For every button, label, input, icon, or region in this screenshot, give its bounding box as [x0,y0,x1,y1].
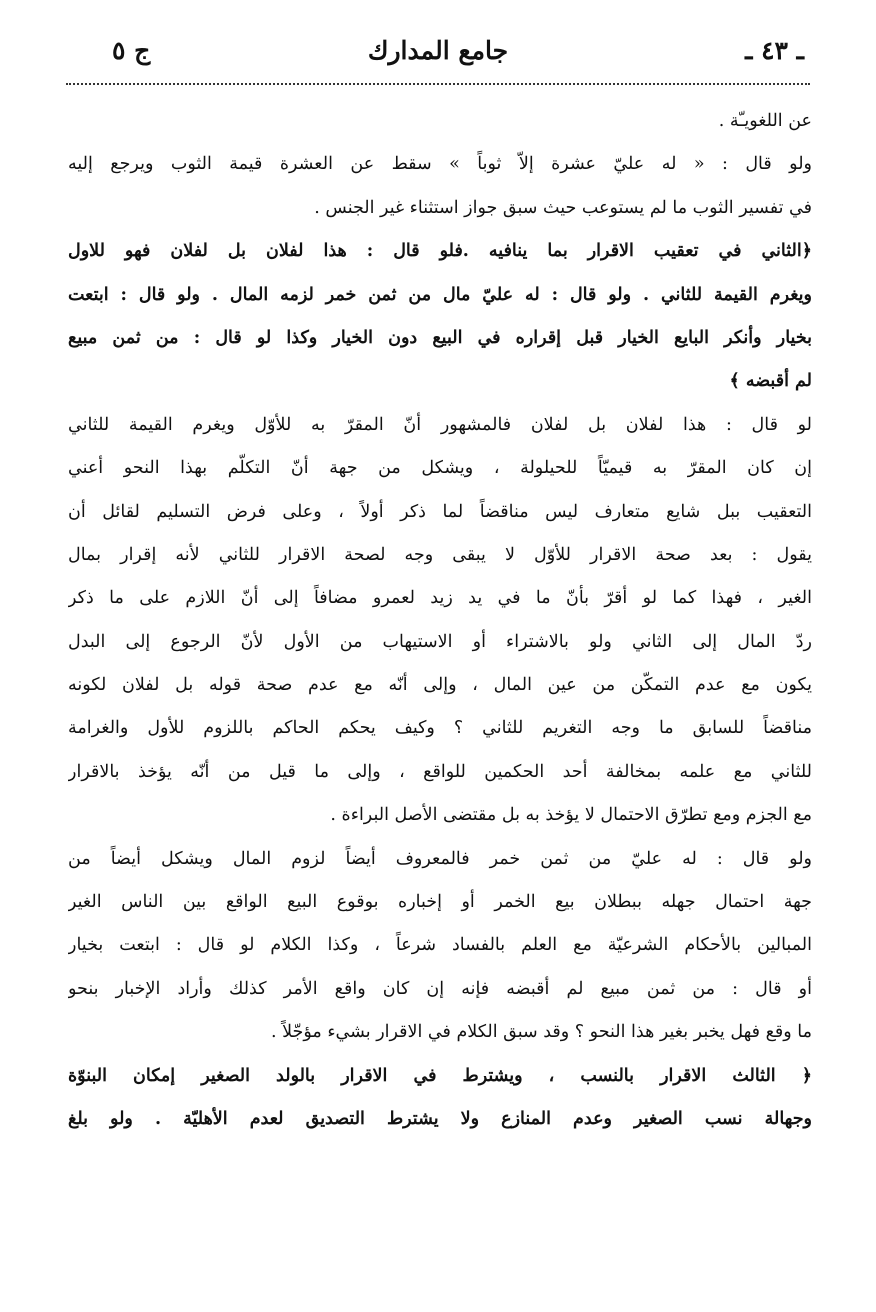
text-line: ولو قال : « له عليّ عشرة إلاّ ثوباً » سقط عن العشرة قيمة الثوب ويرجع إليه [68,154,812,175]
page-number: ـ ٤٣ ـ [745,36,804,65]
text-line: للثاني مع علمه بمخالفة أحد الحكمين للواقع ، وإلى ما قيل من أنّه يؤخذ بالاقرار [68,761,812,782]
text-line: المبالين بالأحكام الشرعيّة مع العلم بالفساد شرعاً ، وكذا الكلام لو قال : ابتعت بخيار [68,935,812,956]
book-title: جامع المدارك [367,36,509,65]
page-header [66,28,810,78]
text-line: عن اللغويـّة . [718,111,812,131]
text-line: ردّ المال إلى الثاني ولو بالاشتراء أو الاستيهاب من الأول لأنّ الرجوع إلى البدل [68,631,812,652]
volume-label: ج ٥ [112,36,151,65]
text-line: وجهالة نسب الصغير وعدم المنازع ولا يشترط التصديق لعدم الأهليّة . ولو بلغ [68,1108,812,1129]
text-line: الغير ، فهذا كما لو أقرّ بأنّ ما في يد زيد لعمرو مضافاً إلى أنّ اللازم على ما ذكر [68,588,812,609]
text-line: مناقضاً للسابق ما وجه التغريم للثاني ؟ وكيف يحكم الحاكم باللزوم للأول والغرامة [68,718,812,739]
text-line: جهة احتمال جهله ببطلان بيع الخمر أو إخباره بوقوع البيع الواقع بين الناس الغير [68,892,812,913]
text-line: بخيار وأنكر البايع الخيار قبل إقراره في البيع دون الخيار وكذا لو قال : من ثمن مبيع [68,327,812,348]
header-divider [66,83,810,85]
text-line: ﴿الثاني في تعقيب الاقرار بما ينافيه .فلو قال : هذا لفلان بل لفلان فهو للاول [68,241,812,262]
text-line: يقول : بعد صحة الاقرار للأوّل لا يبقى وجه لصحة الاقرار للثاني لأنه إقرار بمال [68,544,812,565]
text-line: ما وقع فهل يخبر بغير هذا النحو ؟ وقد سبق الكلام في الاقرار بشيء مؤجّلاً . [270,1022,812,1043]
text-line: ولو قال : له عليّ من ثمن خمر فالمعروف أيضاً لزوم المال ويشكل أيضاً من [68,848,812,869]
text-line: لو قال : هذا لفلان بل لفلان فالمشهور أنّ المقرّ به للأوّل ويغرم القيمة للثاني [68,414,812,435]
text-line: يكون مع عدم التمكّن من عين المال ، وإلى أنّه مع عدم صحة قوله بل لفلان لكونه [68,675,812,696]
text-line: في تفسير الثوب ما لم يستوعب حيث سبق جواز استثناء غير الجنس . [314,197,812,218]
text-line: مع الجزم ومع تطرّق الاحتمال لا يؤخذ به بل مقتضى الأصل البراءة . [330,805,812,826]
text-line: ﴿ الثالث الاقرار بالنسب ، ويشترط في الاقرار بالولد الصغير إمكان البنوّة [68,1065,812,1086]
text-line: ويغرم القيمة للثاني . ولو قال : له عليّ مال من ثمن خمر لزمه المال . ولو قال : ابتعت [68,284,812,305]
text-line: لم أقبضه ﴾ [729,371,812,392]
text-line: التعقيب ببل شايع متعارف ليس مناقضاً لما ذكر أولاً ، وعلى فرض التسليم لقائل أن [68,501,812,522]
body-text [68,100,812,1141]
text-line: أو قال : من ثمن مبيع لم أقبضه فإنه إن كان واقع الأمر كذلك وأراد الإخبار بنحو [68,978,812,999]
text-line: إن كان المقرّ به قيميّاً للحيلولة ، ويشكل من جهة أنّ التكلّم بهذا النحو أعني [68,458,812,479]
